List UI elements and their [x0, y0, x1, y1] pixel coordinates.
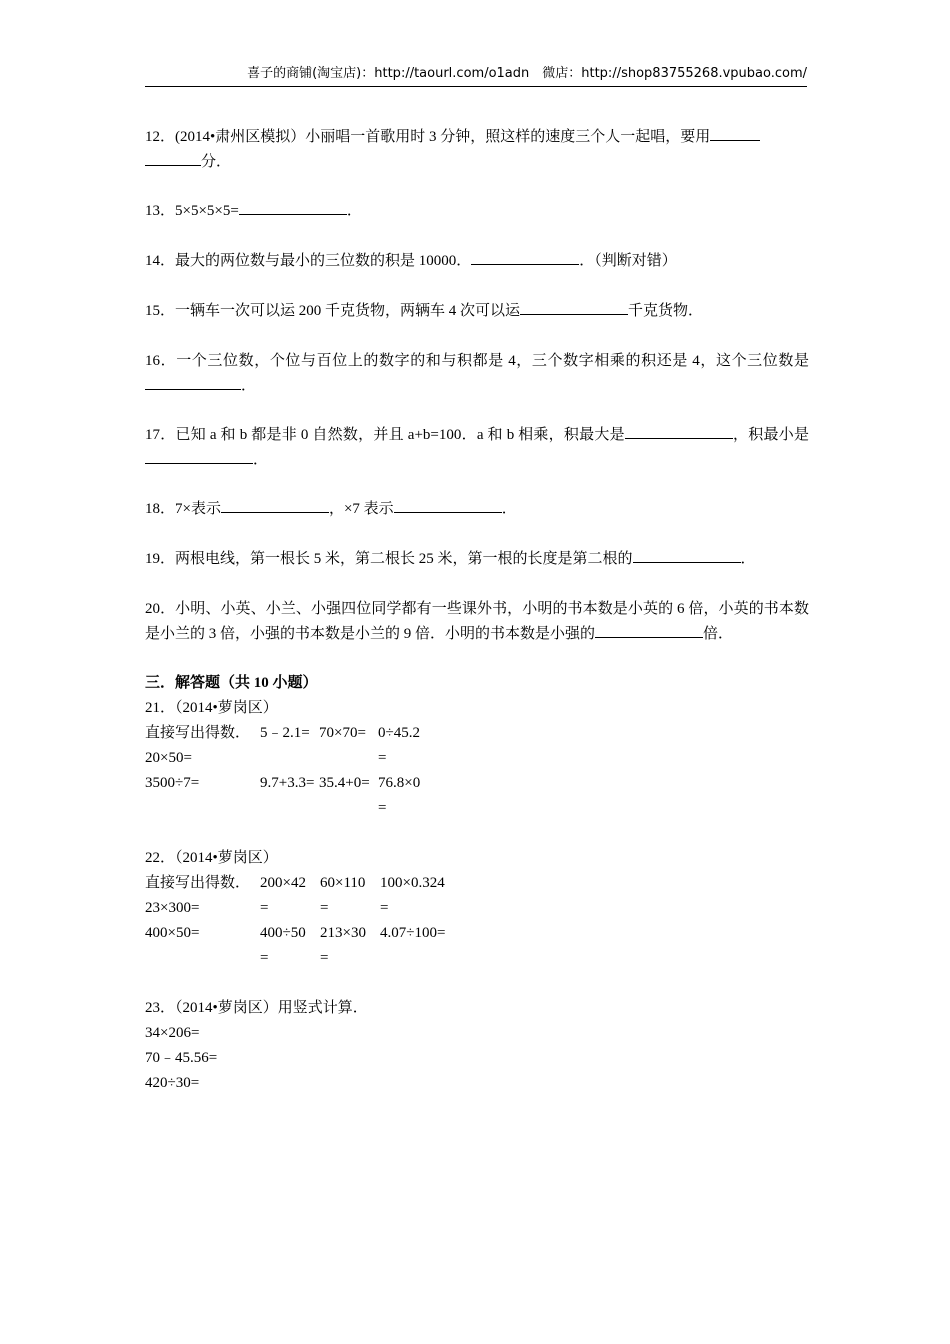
problem-cell: = [378, 800, 387, 816]
question-12: 12．(2014•肃州区模拟）小丽唱一首歌用时 3 分钟，照这样的速度三个人一起唱，要用 分． [145, 125, 809, 175]
answer-blank[interactable] [145, 150, 201, 166]
problem-cell: = [320, 950, 329, 966]
problem-cell: 100×0.324 [380, 875, 445, 891]
problem-cell: 9.7+3.3= [260, 775, 315, 791]
problem-cell: = [320, 900, 329, 916]
problem-line: 70﹣45.56= [145, 1050, 218, 1066]
answer-blank[interactable] [633, 547, 741, 563]
answer-blank[interactable] [221, 497, 329, 513]
answer-blank[interactable] [394, 497, 502, 513]
problem-cell: 3500÷7= [145, 775, 200, 791]
problem-cell: 35.4+0= [319, 775, 370, 791]
question-16: 16．一个三位数，个位与百位上的数字的和与积都是 4，三个数字相乘的积还是 4，这个三位数是． [145, 353, 809, 394]
answer-blank[interactable] [145, 448, 253, 464]
question-17: 17．已知 a 和 b 都是非 0 自然数，并且 a+b=100．a 和 b 相乘，积最大是 ，积最小是． [145, 423, 809, 473]
question-13: 13．5×5×5×5= ． [145, 199, 809, 224]
answer-blank[interactable] [145, 374, 241, 390]
problem-cell: 5﹣2.1= [260, 725, 310, 741]
problem-cell: = [260, 900, 269, 916]
problem-cell: 76.8×0 [378, 775, 421, 791]
instruction-text: 直接写出得数． [145, 725, 251, 741]
question-title: 21．（2014•萝岗区） [145, 700, 278, 716]
problem-cell: = [378, 750, 387, 766]
section-heading: 三．解答题（共 10 小题） [145, 675, 318, 691]
problem-cell: 23×300= [145, 900, 200, 916]
answer-blank[interactable] [625, 423, 733, 439]
question-14: 14．最大的两位数与最小的三位数的积是 10000． ．（判断对错） [145, 249, 809, 274]
question-title: 22．（2014•萝岗区） [145, 850, 278, 866]
problem-cell: = [380, 900, 389, 916]
problem-cell: 0÷45.2 [378, 725, 420, 741]
problem-line: 34×206= [145, 1025, 200, 1041]
answer-blank[interactable] [520, 299, 628, 315]
answer-blank[interactable] [471, 249, 579, 265]
problem-cell: 400÷50 [260, 925, 306, 941]
answer-blank[interactable] [595, 622, 703, 638]
answer-blank[interactable] [710, 125, 760, 141]
problem-cell: 400×50= [145, 925, 200, 941]
question-18: 18．7×表示 ，×7 表示 ． [145, 497, 809, 522]
problem-cell: 4.07÷100= [380, 925, 446, 941]
question-15: 15．一辆车一次可以运 200 千克货物，两辆车 4 次可以运 千克货物． [145, 299, 809, 324]
problem-line: 420÷30= [145, 1075, 200, 1091]
problem-cell: 70×70= [319, 725, 366, 741]
problem-cell: 60×110 [320, 875, 366, 891]
problem-cell: 200×42 [260, 875, 306, 891]
problem-cell: 213×30 [320, 925, 366, 941]
question-20: 20．小明、小英、小兰、小强四位同学都有一些课外书，小明的书本数是小英的 6 倍，小英的书本数是小兰的 3 倍，小强的书本数是小兰的 9 倍．小明的书本数是小强的 倍． [145, 601, 809, 642]
question-19: 19．两根电线，第一根长 5 米，第二根长 25 米，第一根的长度是第二根的 ． [145, 547, 809, 572]
question-title: 23．（2014•萝岗区）用竖式计算． [145, 1000, 368, 1016]
page-header: 喜子的商铺(淘宝店)：http://taourl.com/o1adn 微店：http://shop83755268.vpubao.com/ [145, 66, 807, 87]
problem-cell: = [260, 950, 269, 966]
instruction-text: 直接写出得数． [145, 875, 251, 891]
answer-blank[interactable] [239, 199, 347, 215]
problem-cell: 20×50= [145, 750, 192, 766]
